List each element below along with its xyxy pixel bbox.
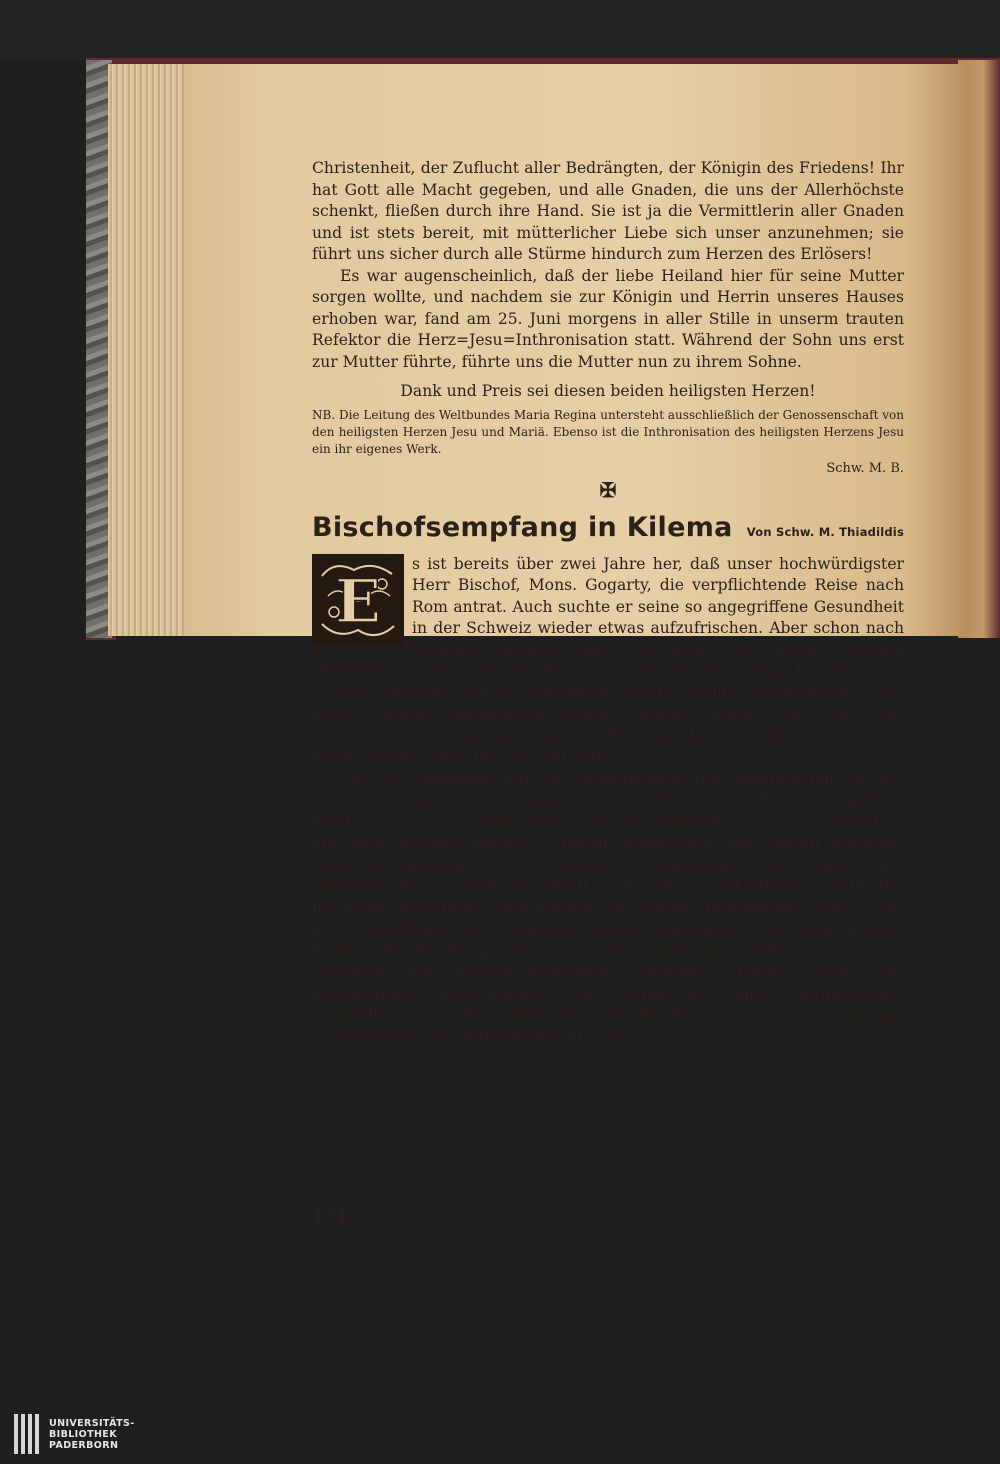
article-header (312, 512, 904, 544)
drop-cap-icon (312, 554, 404, 646)
library-logo-line-2: BIBLIOTHEK (49, 1428, 117, 1440)
scan-background (0, 0, 1000, 60)
page-number: 174 (312, 1208, 348, 1228)
library-logo-icon (14, 1414, 39, 1454)
article-paragraph-2: Am 14. Dezember war der heißersehnte Tag angebrochen, da wir unseren neuen hochwürdigsten Herrn Bischof in Kilema begrüßen durften. Schon viele Tage vorher war ein eifriges Rüsten und Vorbereiten; die Wege wurden geebnet, Unkraut ausgerodet und überall festlicher Schmuck angelegt. Die herrlichsten Triumphbogen von Palmen und Zypressengrün wurden aufgestellt, viele Fahnen und Fähnchen flatterten im Winde und gaben dem ganzen ein schönes buntfarbenes Bild. Über dem zukünftigen Bischofszimmer prangte majestätisch die Fahne unserer heiligen Kirche. Die golden strahlende Tropensonne verlieh dem reichen Schmuck ein festlich=glänzendes Gepräge. Endlich kam der denkwürdige, unvergeßliche Tag! Schon in früher Morgenstunde sammelten sich die Mädchen und Knaben sowie eine Unmenge Erwachsener aller Altersstufen aus allen (312, 769, 904, 1046)
library-logo-line-1: UNIVERSITÄTS- (49, 1417, 135, 1429)
library-logo-text (49, 1418, 135, 1451)
library-logo (14, 1414, 135, 1454)
article-paragraph-1: s ist bereits über zwei Jahre her, daß unser hochwürdigster Herr Bischof, Mons. Gogarty, die verpflichtende Reise nach Rom antrat. Auch suchte er seine so angegriffene Gesundheit in der Schweiz wieder etwas aufzufrischen. Aber schon nach wenigen Wochen holte der liebe Gott diesen eifrigen Oberhirten in den schönen Himmel, wo er ihm eine ewige Erholung von seinem arbeitsreichen Missionsleben bereiten wollte. Lange Wochen war unser Vikariat Kilimandjaro verwaist. Endlich erhörte der liebe Gott unsere vielen Gebete und gab uns Ende des Jahres in Mons. Dr. Byrne wieder einen neuen Bischof und Vater. (312, 554, 904, 766)
drop-cap-ornament-icon (314, 556, 402, 644)
editorial-note: NB. Die Leitung des Weltbundes Maria Regina untersteht ausschließlich der Genossenschaft von den heiligsten Herzen Jesu und Mariä. Ebenso ist die Inthronisation des heiligsten Herzens Jesu ein ihr eigenes Werk. (312, 407, 904, 456)
thanks-line: Dank und Preis sei diesen beiden heiligsten Herzen! (400, 382, 816, 400)
library-logo-line-3: PADERBORN (49, 1439, 119, 1451)
paragraph-top-1: Christenheit, der Zuflucht aller Bedrängten, der Königin des Friedens! Ihr hat Gott alle Macht gegeben, und alle Gnaden, die uns der Allerhöchste schenkt, fließen durch ihre Hand. Sie ist ja die Vermittlerin aller Gnaden und ist stets bereit, mit mütterlicher Liebe sich unser anzunehmen; sie führt uns sicher durch alle Stürme hindurch zum Herzen des Erlösers! (312, 159, 904, 263)
page-text (312, 158, 904, 1048)
article-byline: Von Schw. M. Thiadildis (746, 524, 904, 539)
signature: Schw. M. B. (826, 460, 904, 476)
article-title: Bischofsempfang in Kilema (312, 511, 733, 543)
paragraph-top-2: Es war augenscheinlich, daß der liebe Heiland hier für seine Mutter sorgen wollte, und nachdem sie zur Königin und Herrin unseres Hauses erhoben war, fand am 25. Juni morgens in aller Stille in unserm trauten Refektor die Herz=Jesu=Inthronisation statt. Während der Sohn uns erst zur Mutter führte, führte uns die Mutter nun zu ihrem Sohne. (312, 266, 904, 371)
svg-text:E: E (335, 566, 381, 637)
cross-ornament-icon: ✠ (599, 477, 617, 502)
page-edges (108, 64, 188, 636)
